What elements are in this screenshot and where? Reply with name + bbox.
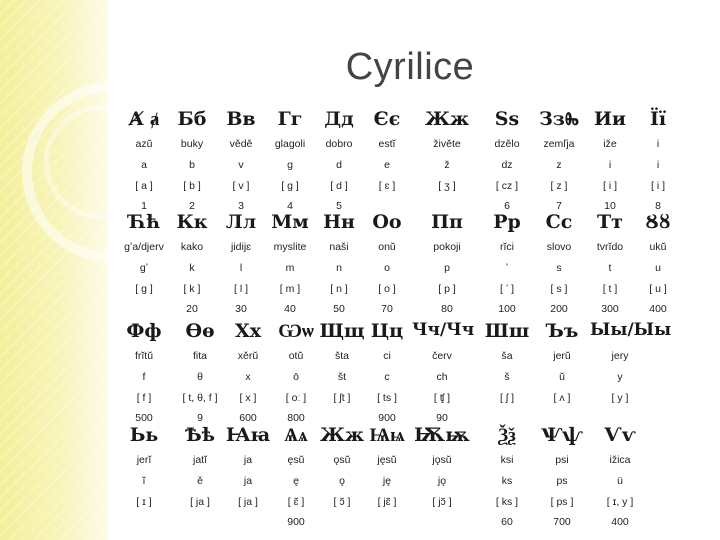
letter-name: pokoji	[433, 241, 461, 253]
pronunciation: [ ʌ ]	[553, 392, 571, 404]
transliteration: ch	[436, 371, 448, 383]
letter-name: ša	[501, 350, 513, 362]
pronunciation: [ l ]	[233, 283, 248, 295]
transliteration: p	[444, 262, 450, 274]
letter-name: otŭ	[288, 350, 304, 362]
pronunciation: [ ɪ, y ]	[606, 496, 634, 508]
numeric-value: 90	[436, 412, 448, 424]
transliteration: št	[337, 371, 347, 383]
numeric-value: 2	[189, 200, 195, 212]
transliteration: i	[656, 159, 660, 171]
numeric-value: 400	[649, 303, 667, 315]
letter-name: ǫsŭ	[333, 454, 351, 466]
letter-name: jidijɛ	[231, 241, 251, 253]
cyrillic-letter: Ъъ	[545, 320, 579, 342]
letter-name: jatĭ	[192, 454, 207, 466]
cyrillic-letter: Ѡѡ	[278, 320, 314, 342]
transliteration: gʼ	[139, 262, 149, 274]
letter-name: kako	[180, 241, 204, 253]
letter-name: naši	[329, 241, 349, 253]
cyrillic-letter: Пп	[431, 211, 463, 233]
letter-name: dobro	[325, 138, 353, 150]
letter-name: dzělo	[494, 138, 520, 150]
cyrillic-letter: Ѱѱ	[541, 424, 583, 446]
cyrillic-letter: Сс	[545, 211, 573, 233]
cyrillic-letter: Ȣȣ	[645, 211, 671, 233]
pronunciation: [ cz ]	[495, 180, 519, 192]
letter-name: ęsŭ	[287, 454, 305, 466]
letter-name: tvrĭdo	[596, 241, 624, 253]
pronunciation: [ z ]	[550, 180, 568, 192]
pronunciation: [ ʧ ]	[433, 392, 451, 404]
numeric-value: 800	[287, 412, 305, 424]
pronunciation: [ ɛ̃ ]	[287, 496, 305, 508]
transliteration: ǫ	[339, 475, 345, 487]
pronunciation: [ i ]	[602, 180, 617, 192]
pronunciation: [ v ]	[232, 180, 250, 192]
cyrillic-letter: Дд	[324, 108, 354, 130]
transliteration: x	[245, 371, 251, 383]
pronunciation: [ ɔ̃ ]	[333, 496, 351, 508]
numeric-value: 1	[141, 200, 147, 212]
letter-name: ukŭ	[649, 241, 667, 253]
transliteration: e	[384, 159, 390, 171]
letter-name: jerĭ	[136, 454, 152, 466]
pronunciation: [ jɛ̃ ]	[377, 496, 397, 508]
numeric-value: 50	[333, 303, 345, 315]
cyrillic-letter: Ьь	[129, 424, 159, 446]
letter-name: xěrŭ	[237, 350, 259, 362]
pronunciation: [ m ]	[279, 283, 301, 295]
cyrillic-letter: Ћћ	[127, 211, 161, 233]
cyrillic-letter: Жж	[424, 108, 470, 130]
cyrillic-letter: Ѳѳ	[185, 320, 215, 342]
pronunciation: [ g ]	[281, 180, 299, 192]
numeric-value: 700	[553, 516, 571, 528]
pronunciation: [ b ]	[183, 180, 201, 192]
cyrillic-letter: ЗзⰈ	[539, 108, 579, 130]
letter-name: slovo	[546, 241, 572, 253]
cyrillic-letter: Ѭѭ	[414, 424, 470, 446]
cyrillic-letter: Ии	[593, 108, 627, 130]
transliteration: i	[608, 159, 612, 171]
transliteration: g	[287, 159, 293, 171]
transliteration: a	[141, 159, 147, 171]
letter-name: glagoli	[274, 138, 306, 150]
cyrillic-letter: Бб	[177, 108, 207, 130]
numeric-value: 3	[238, 200, 244, 212]
cyrillic-letter: Шш	[484, 320, 530, 342]
numeric-value: 5	[336, 200, 342, 212]
transliteration: l	[239, 262, 243, 274]
numeric-value: 900	[378, 412, 396, 424]
pronunciation: [ f ]	[136, 392, 152, 404]
cyrillic-letter: Ѕѕ	[494, 108, 520, 130]
letter-name: červ	[432, 350, 452, 362]
numeric-value: 600	[239, 412, 257, 424]
letter-block	[112, 108, 682, 212]
letter-name: ižica	[609, 454, 631, 466]
cyrillic-letter: Нн	[323, 211, 355, 233]
numeric-value: 30	[235, 303, 247, 315]
letter-block	[112, 320, 682, 424]
cyrillic-letter: Вв	[226, 108, 256, 130]
transliteration: ŭ	[559, 371, 565, 383]
pronunciation: [ ʃt ]	[333, 392, 351, 404]
transliteration: t	[608, 262, 612, 274]
pronunciation: [ x ]	[239, 392, 257, 404]
letter-name: buky	[180, 138, 204, 150]
numeric-value: 20	[186, 303, 198, 315]
cyrillic-letter: Оо	[372, 211, 402, 233]
letter-name: ci	[383, 350, 391, 362]
pronunciation: [ d ]	[330, 180, 348, 192]
transliteration: c	[384, 371, 390, 383]
transliteration: s	[556, 262, 562, 274]
cyrillic-letter: Гг	[277, 108, 303, 130]
cyrillic-letter: Кк	[176, 211, 208, 233]
transliteration: ō	[293, 371, 299, 383]
numeric-value: 7	[556, 200, 562, 212]
numeric-value: 500	[135, 412, 153, 424]
transliteration: ę	[293, 475, 299, 487]
transliteration: ję	[382, 475, 392, 487]
letter-name: frĭtŭ	[134, 350, 154, 362]
pronunciation: [ ʃ ]	[499, 392, 514, 404]
cyrillic-letter: Ыы/Ыы	[590, 320, 672, 340]
transliteration: d	[336, 159, 342, 171]
cyrillic-letter: Єє	[373, 108, 401, 130]
pronunciation: [ ks ]	[495, 496, 519, 508]
numeric-value: 40	[284, 303, 296, 315]
cyrillic-letter: Ѩѩ	[369, 424, 405, 446]
pronunciation: [ u ]	[649, 283, 667, 295]
pronunciation: [ a ]	[135, 180, 153, 192]
cyrillic-letter: Її	[649, 108, 667, 130]
letter-name: psi	[555, 454, 569, 466]
letter-name: iže	[603, 138, 617, 150]
letter-name: gʼa/djerv	[124, 241, 164, 253]
numeric-value: 70	[381, 303, 393, 315]
pronunciation: [ p ]	[438, 283, 456, 295]
cyrillic-letter: Хх	[234, 320, 262, 342]
transliteration: y	[617, 371, 623, 383]
pronunciation: [ t, θ, f ]	[182, 392, 218, 404]
cyrillic-letter: Лл	[225, 211, 257, 233]
pronunciation: [ n ]	[330, 283, 348, 295]
cyrillic-letter: Щщ	[319, 320, 365, 342]
letter-name: jerŭ	[553, 350, 571, 362]
letter-name: i	[656, 138, 660, 150]
letter-name: fita	[192, 350, 207, 362]
numeric-value: 80	[441, 303, 453, 315]
numeric-value: 300	[601, 303, 619, 315]
transliteration: k	[189, 262, 195, 274]
pronunciation: [ s ]	[550, 283, 568, 295]
letter-name: zemľja	[543, 138, 575, 150]
transliteration: ʼ	[505, 262, 509, 274]
slide-title: Cyrilice	[345, 46, 475, 88]
cyrillic-letter: Тт	[597, 211, 623, 233]
numeric-value: 200	[550, 303, 568, 315]
pronunciation: [ ja ]	[190, 496, 210, 508]
letter-name: azŭ	[135, 138, 153, 150]
pronunciation: [ y ]	[611, 392, 629, 404]
letter-name: onŭ	[378, 241, 396, 253]
transliteration: ja	[243, 475, 253, 487]
cyrillic-letter: Ѣѣ	[184, 424, 216, 446]
cyrillic-letter: Жж	[319, 424, 365, 446]
pronunciation: [ ʒ ]	[438, 180, 456, 192]
pronunciation: [ g ]	[135, 283, 153, 295]
cyrillic-letter: Цц	[370, 320, 404, 342]
transliteration: ž	[444, 159, 450, 171]
transliteration: u	[655, 262, 661, 274]
numeric-value: 900	[287, 516, 305, 528]
numeric-value: 4	[287, 200, 293, 212]
cyrillic-letter: Мм	[271, 211, 309, 233]
pronunciation: [ ps ]	[550, 496, 574, 508]
numeric-value: 6	[504, 200, 510, 212]
letter-name: myslite	[273, 241, 307, 253]
letter-block	[112, 211, 682, 315]
letter-name: jęsŭ	[377, 454, 397, 466]
pronunciation: [ i ]	[650, 180, 665, 192]
pronunciation: [ o ]	[378, 283, 396, 295]
pronunciation: [ ɛ ]	[378, 180, 396, 192]
letter-name: ja	[243, 454, 253, 466]
pronunciation: [ t ]	[602, 283, 618, 295]
pronunciation: [ oː ]	[285, 392, 307, 404]
pronunciation: [ ʼ ]	[499, 283, 514, 295]
transliteration: z	[556, 159, 562, 171]
cyrillic-letter: Ѵѵ	[604, 424, 636, 446]
cyrillic-letter: Фф	[126, 320, 162, 342]
transliteration: f	[142, 371, 146, 383]
transliteration: ě	[197, 475, 203, 487]
pronunciation: [ jɔ̃ ]	[432, 496, 452, 508]
transliteration: ks	[501, 475, 513, 487]
transliteration: v	[238, 159, 244, 171]
cyrillic-letter: Ѯѯ	[498, 424, 516, 446]
cyrillic-letter: Рр	[493, 211, 521, 233]
numeric-value: 100	[498, 303, 516, 315]
transliteration: b	[189, 159, 195, 171]
sidebar-stripes	[0, 0, 108, 540]
letter-name: vědě	[229, 138, 253, 150]
numeric-value: 9	[197, 412, 203, 424]
letter-block	[112, 424, 682, 528]
letter-name: živěte	[433, 138, 461, 150]
numeric-value: 60	[501, 516, 513, 528]
pronunciation: [ k ]	[183, 283, 201, 295]
transliteration: š	[504, 371, 510, 383]
numeric-value: 10	[604, 200, 616, 212]
letter-name: estĭ	[378, 138, 396, 150]
numeric-value: 8	[655, 200, 661, 212]
transliteration: θ	[197, 371, 203, 383]
transliteration: o	[384, 262, 390, 274]
letter-name: rĭci	[500, 241, 514, 253]
letter-name: jery	[611, 350, 629, 362]
cyrillic-letter: Ѧѧ	[284, 424, 308, 446]
letter-name: šta	[334, 350, 349, 362]
transliteration: m	[285, 262, 295, 274]
transliteration: ü	[617, 475, 623, 487]
cyrillic-letter: Ⱥ ⱥ	[128, 108, 160, 130]
cyrillic-letter: Чч/Чч	[412, 320, 475, 340]
decorative-sidebar	[0, 0, 108, 540]
pronunciation: [ ts ]	[377, 392, 397, 404]
letter-name: jǫsŭ	[432, 454, 452, 466]
transliteration: ps	[556, 475, 568, 487]
pronunciation: [ ɪ ]	[136, 496, 152, 508]
transliteration: dz	[501, 159, 513, 171]
transliteration: n	[336, 262, 342, 274]
transliteration: jǫ	[437, 475, 447, 487]
transliteration: ĭ	[142, 475, 146, 487]
numeric-value: 400	[611, 516, 629, 528]
letter-name: ksi	[500, 454, 514, 466]
cyrillic-letter: Ꙗꙗ	[225, 424, 271, 446]
pronunciation: [ ja ]	[238, 496, 258, 508]
